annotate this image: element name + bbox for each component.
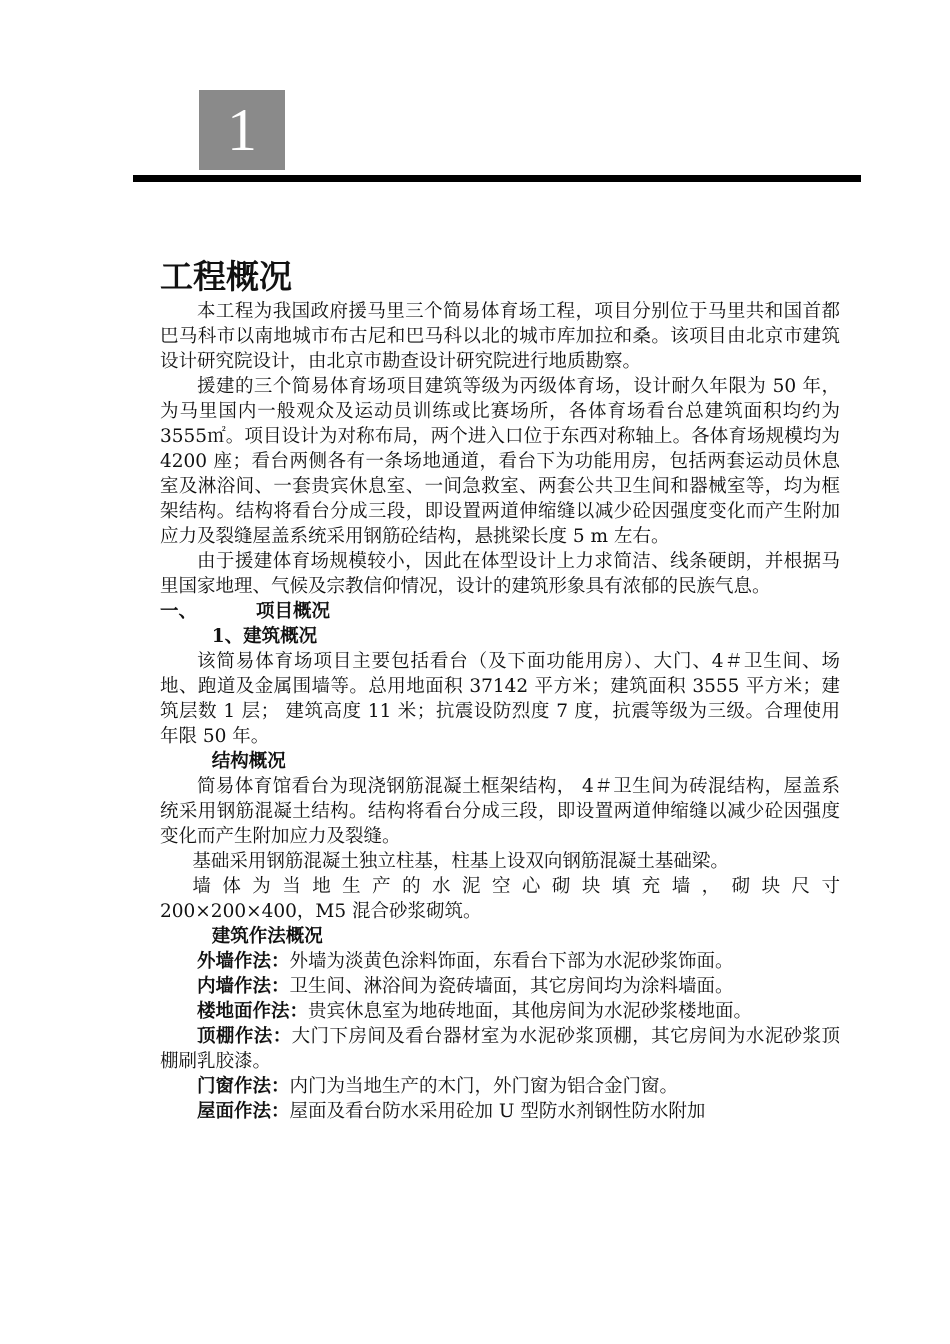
paragraph-style: 由于援建体育场规模较小，因此在体型设计上力求简洁、线条硬朗，并根据马里国家地理、气候及宗教信仰情况，设计的建筑形象具有浓郁的民族气息。	[160, 551, 840, 597]
chapter-divider	[133, 175, 861, 182]
subsection-heading-methods: 建筑作法概况	[211, 926, 323, 947]
page-title: 工程概况	[160, 257, 292, 296]
section-number: 一、	[160, 601, 198, 622]
method-item	[160, 1024, 840, 1074]
method-label: 顶棚作法：	[197, 1026, 292, 1047]
method-item	[160, 1099, 840, 1124]
method-item	[160, 999, 840, 1024]
paragraph-architecture: 该简易体育场项目主要包括看台（及下面功能用房）、大门、4＃卫生间、场地、跑道及金属围墙等。总用地面积 37142 平方米；建筑面积 3555 平方米；建筑层数 1 层； 建筑高度 11 米；抗震设防烈度 7 度，抗震等级为三级。合理使用年限 50 年。	[160, 651, 840, 747]
section-heading	[160, 599, 840, 624]
method-label: 门窗作法：	[197, 1076, 290, 1097]
method-text: 屋面及看台防水采用砼加 U 型防水剂钢性防水附加	[289, 1101, 706, 1122]
document-body	[160, 255, 840, 1124]
method-item	[160, 1074, 840, 1099]
method-label: 内墙作法：	[197, 976, 290, 997]
paragraph-wall-line1: 墙体为当地生产的水泥空心砌块填充墙，砌块尺寸	[192, 876, 840, 897]
method-label: 楼地面作法：	[197, 1001, 309, 1022]
paragraph-design: 援建的三个简易体育场项目建筑等级为丙级体育场，设计耐久年限为 50 年，为马里国内一般观众及运动员训练或比赛场所，各体育场看台总建筑面积均约为 3555㎡。项目设计为对称布局，两个进入口位于东西对称轴上。各体育场规模均为 4200 座；看台两侧各有一条场地通道，看台下为功能用房，包括两套运动员休息室及淋浴间、一套贵宾休息室、一间急救室、两套公共卫生间和器械室等，均为框架结构。结构将看台分成三段，即设置两道伸缩缝以减少砼因强度变化而产生附加应力及裂缝屋盖系统采用钢筋砼结构，悬挑梁长度 5 m 左右。	[160, 376, 840, 547]
method-label: 屋面作法：	[197, 1101, 290, 1122]
section-title: 项目概况	[256, 601, 331, 622]
method-text: 内门为当地生产的木门，外门窗为铝合金门窗。	[289, 1076, 679, 1097]
subsection-heading-architecture: 1、建筑概况	[211, 626, 318, 647]
paragraph-intro: 本工程为我国政府援马里三个简易体育场工程，项目分别位于马里共和国首都巴马科市以南地城市布古尼和巴马科以北的城市库加拉和桑。该项目由北京市建筑设计研究院设计，由北京市勘查设计研究院进行地质勘察。	[160, 301, 840, 372]
subsection-heading-structure: 结构概况	[211, 751, 286, 772]
paragraph-structure: 简易体育馆看台为现浇钢筋混凝土框架结构， 4＃卫生间为砖混结构，屋盖系统采用钢筋混凝土结构。结构将看台分成三段，即设置两道伸缩缝以减少砼因强度变化而产生附加应力及裂缝。	[160, 776, 840, 847]
method-label: 外墙作法：	[197, 951, 290, 972]
method-text: 贵宾休息室为地砖地面，其他房间为水泥砂浆楼地面。	[308, 1001, 753, 1022]
paragraph-foundation: 基础采用钢筋混凝土独立柱基，柱基上设双向钢筋混凝土基础梁。	[192, 851, 729, 872]
chapter-number-box: 1	[199, 90, 285, 170]
method-text: 卫生间、淋浴间为瓷砖墙面，其它房间均为涂料墙面。	[289, 976, 734, 997]
method-item	[160, 949, 840, 974]
method-text: 外墙为淡黄色涂料饰面，东看台下部为水泥砂浆饰面。	[289, 951, 734, 972]
method-text: 大门下房间及看台器材室为水泥砂浆顶棚，其它房间为水泥砂浆顶棚刷乳胶漆。	[160, 1026, 840, 1072]
method-item	[160, 974, 840, 999]
paragraph-wall-line2: 200×200×400，M5 混合砂浆砌筑。	[160, 901, 482, 922]
